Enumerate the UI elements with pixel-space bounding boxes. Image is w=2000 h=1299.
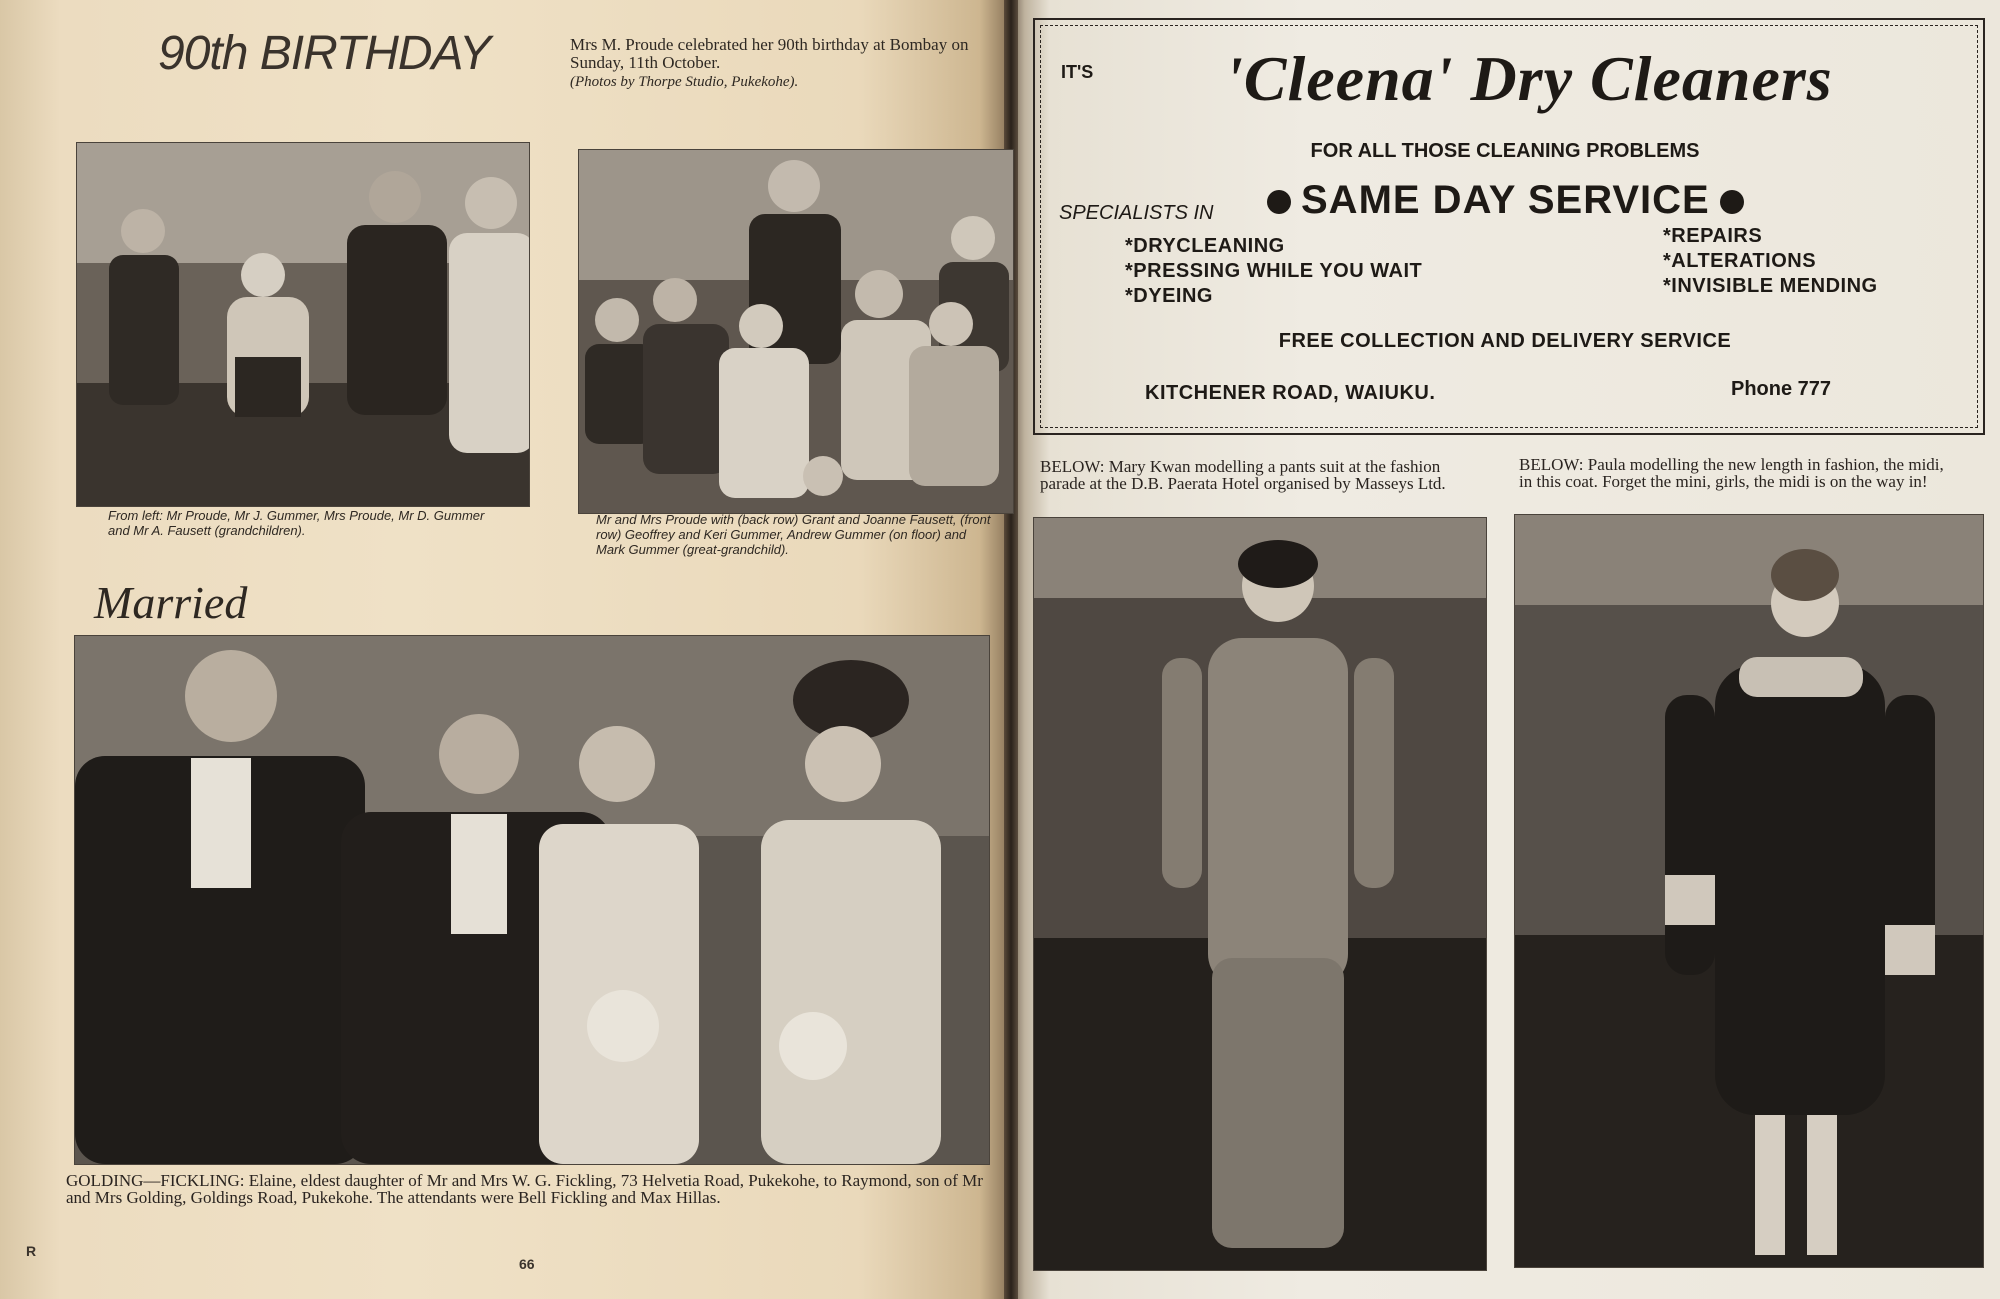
advert-delivery: FREE COLLECTION AND DELIVERY SERVICE — [1278, 330, 1732, 352]
corner-mark: R — [26, 1243, 37, 1259]
birthday-intro-text: Mrs M. Proude celebrated her 90th birthday at Bombay on Sunday, 11th October. — [570, 35, 969, 72]
married-heading: Married — [94, 577, 248, 628]
advert-lead: IT'S — [1061, 62, 1094, 82]
birthday-photo-grandchildren-image — [77, 143, 529, 506]
wedding-photo — [74, 635, 990, 1165]
wedding-caption: GOLDING—FICKLING: Elaine, eldest daughter of Mr and Mrs W. G. Fickling, 73 Helvetia Road, Pukekohe, to Raymond, son of Mr and Mrs Golding, Goldings Road, Pukekohe. The attendants were Bell Fickling and Max Hillas. — [66, 1171, 983, 1207]
advert-phone: Phone 777 — [1731, 378, 1832, 400]
birthday-photo-great-grandchild-caption: Mr and Mrs Proude with (back row) Grant and Joanne Fausett, (front row) Geoffrey and Keri Gummer, Andrew Gummer (on floor) and Mark Gummer (great-grandchild). — [596, 512, 991, 557]
page-number: 66 — [519, 1256, 535, 1272]
birthday-photo-great-grandchild — [578, 149, 1014, 514]
wedding-photo-image — [75, 636, 989, 1164]
dry-cleaners-advert — [1033, 18, 1985, 435]
advert-service-item: *DYEING — [1125, 285, 1213, 307]
photo-credit: (Photos by Thorpe Studio, Pukekohe). — [570, 74, 799, 90]
advert-service-item: *ALTERATIONS — [1663, 250, 1817, 272]
fashion-photo-pants-suit — [1033, 517, 1487, 1271]
advert-specialists-label: SPECIALISTS IN — [1059, 202, 1214, 224]
fashion-left-caption: BELOW: Mary Kwan modelling a pants suit at the fashion parade at the D.B. Paerata Hotel organised by Masseys Ltd. — [1040, 457, 1446, 493]
birthday-intro — [570, 36, 970, 91]
bullet-icon — [1720, 190, 1744, 214]
advert-address: KITCHENER ROAD, WAIUKU. — [1145, 382, 1436, 404]
birthday-photo-great-grandchild-image — [579, 150, 1013, 513]
advert-tagline: FOR ALL THOSE CLEANING PROBLEMS — [1310, 140, 1700, 162]
advert-service-item: *REPAIRS — [1663, 225, 1763, 247]
advert-headline — [1257, 178, 1754, 223]
advert-services-right — [1663, 224, 1878, 299]
birthday-photo-grandchildren-caption: From left: Mr Proude, Mr J. Gummer, Mrs Proude, Mr D. Gummer and Mr A. Fausett (grandchildren). — [108, 508, 485, 538]
advert-service-item: *DRYCLEANING — [1125, 235, 1285, 257]
fashion-photo-midi-coat-image — [1515, 515, 1983, 1267]
fashion-photo-midi-coat — [1514, 514, 1984, 1268]
birthday-heading: 90th BIRTHDAY — [158, 27, 491, 80]
advert-business-name: 'Cleena' Dry Cleaners — [1225, 43, 1833, 114]
advert-service-item: *PRESSING WHILE YOU WAIT — [1125, 260, 1423, 282]
advert-services-left — [1125, 234, 1422, 309]
fashion-right-caption: BELOW: Paula modelling the new length in fashion, the midi, in this coat. Forget the mini, girls, the midi is on the way in! — [1519, 455, 1944, 491]
fashion-photo-pants-suit-image — [1034, 518, 1486, 1270]
advert-headline-text: SAME DAY SERVICE — [1301, 178, 1710, 222]
birthday-photo-grandchildren — [76, 142, 530, 507]
advert-service-item: *INVISIBLE MENDING — [1663, 275, 1878, 297]
bullet-icon — [1267, 190, 1291, 214]
